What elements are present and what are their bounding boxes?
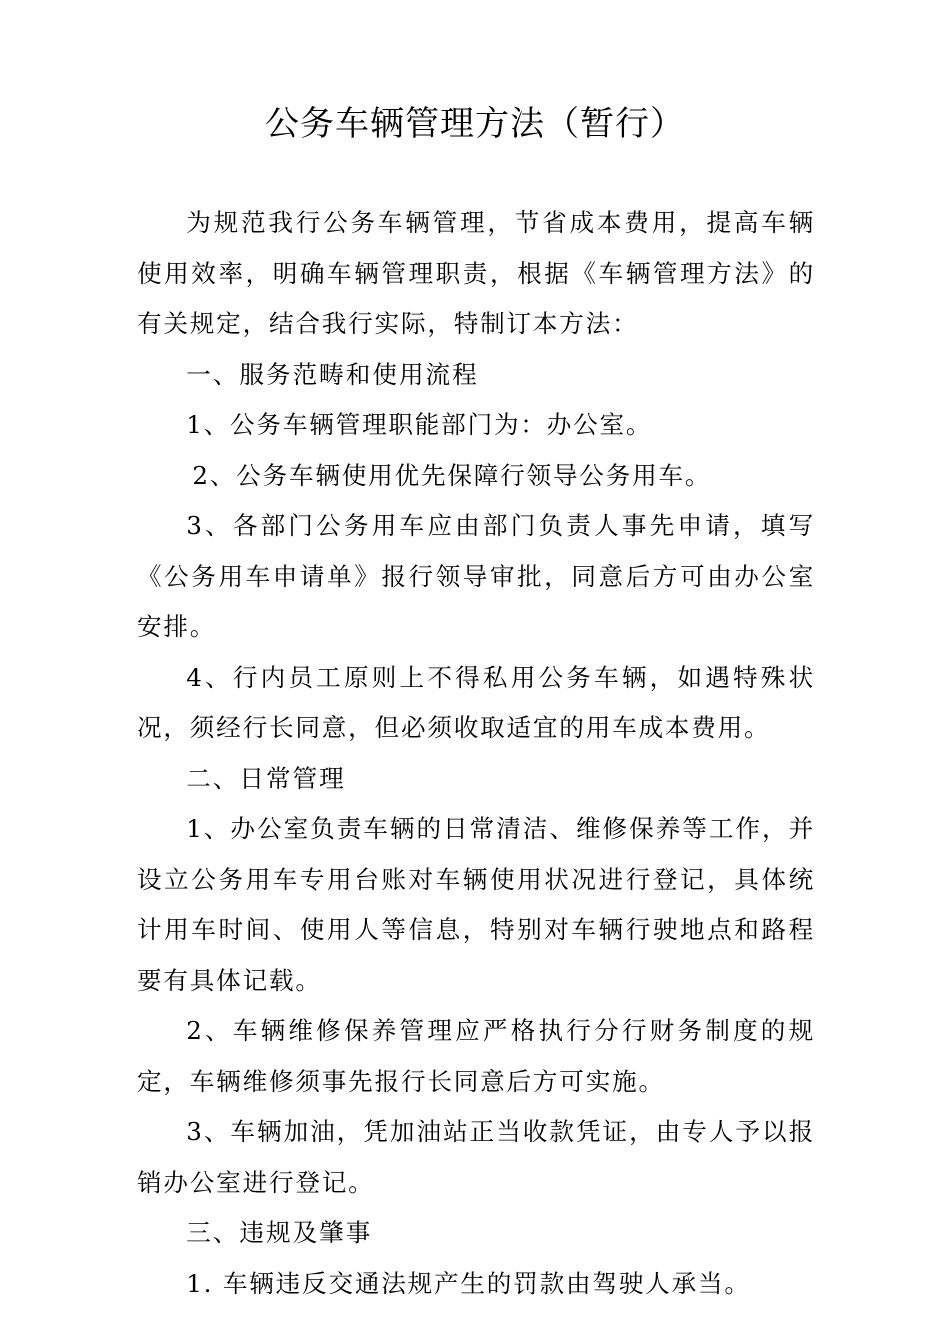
intro-paragraph: 为规范我行公务车辆管理，节省成本费用，提高车辆使用效率，明确车辆管理职责，根据《车辆管理方法》的有关规定，结合我行实际，特制订本方法： xyxy=(137,208,815,338)
section-heading-3: 三、违规及肇事 xyxy=(186,1218,373,1247)
section-2-item-2: 2、车辆维修保养管理应严格执行分行财务制度的规定，车辆维修须事先报行长同意后方可实施。 xyxy=(137,1016,815,1096)
section-2-item-3: 3、车辆加油，凭加油站正当收款凭证，由专人予以报销办公室进行登记。 xyxy=(137,1117,815,1197)
section-heading-1: 一、服务范畴和使用流程 xyxy=(186,359,479,389)
section-1-item-4: 4、行内员工原则上不得私用公务车辆，如遇特殊状况，须经行长同意，但必须收取适宜的用车成本费用。 xyxy=(137,662,815,742)
section-1-item-1: 1、公务车辆管理职能部门为：办公室。 xyxy=(186,410,653,439)
document-body xyxy=(137,198,815,1309)
document-title: 公务车辆管理方法（暂行） xyxy=(265,104,685,144)
section-1-item-3: 3、各部门公务用车应由部门负责人事先申请，填写《公务用车申请单》报行领导审批，同意后方可由办公室安排。 xyxy=(137,511,815,641)
section-3-item-1: 1. 车辆违反交通法规产生的罚款由驾驶人承当。 xyxy=(186,1268,751,1298)
section-2-item-1: 1、办公室负责车辆的日常清洁、维修保养等工作，并设立公务用车专用台账对车辆使用状况进行登记，具体统计用车时间、使用人等信息，特别对车辆行驶地点和路程要有具体记载。 xyxy=(137,814,815,995)
section-1-item-2: 2、公务车辆使用优先保障行领导公务用车。 xyxy=(192,460,712,490)
section-heading-2: 二、日常管理 xyxy=(186,763,346,793)
